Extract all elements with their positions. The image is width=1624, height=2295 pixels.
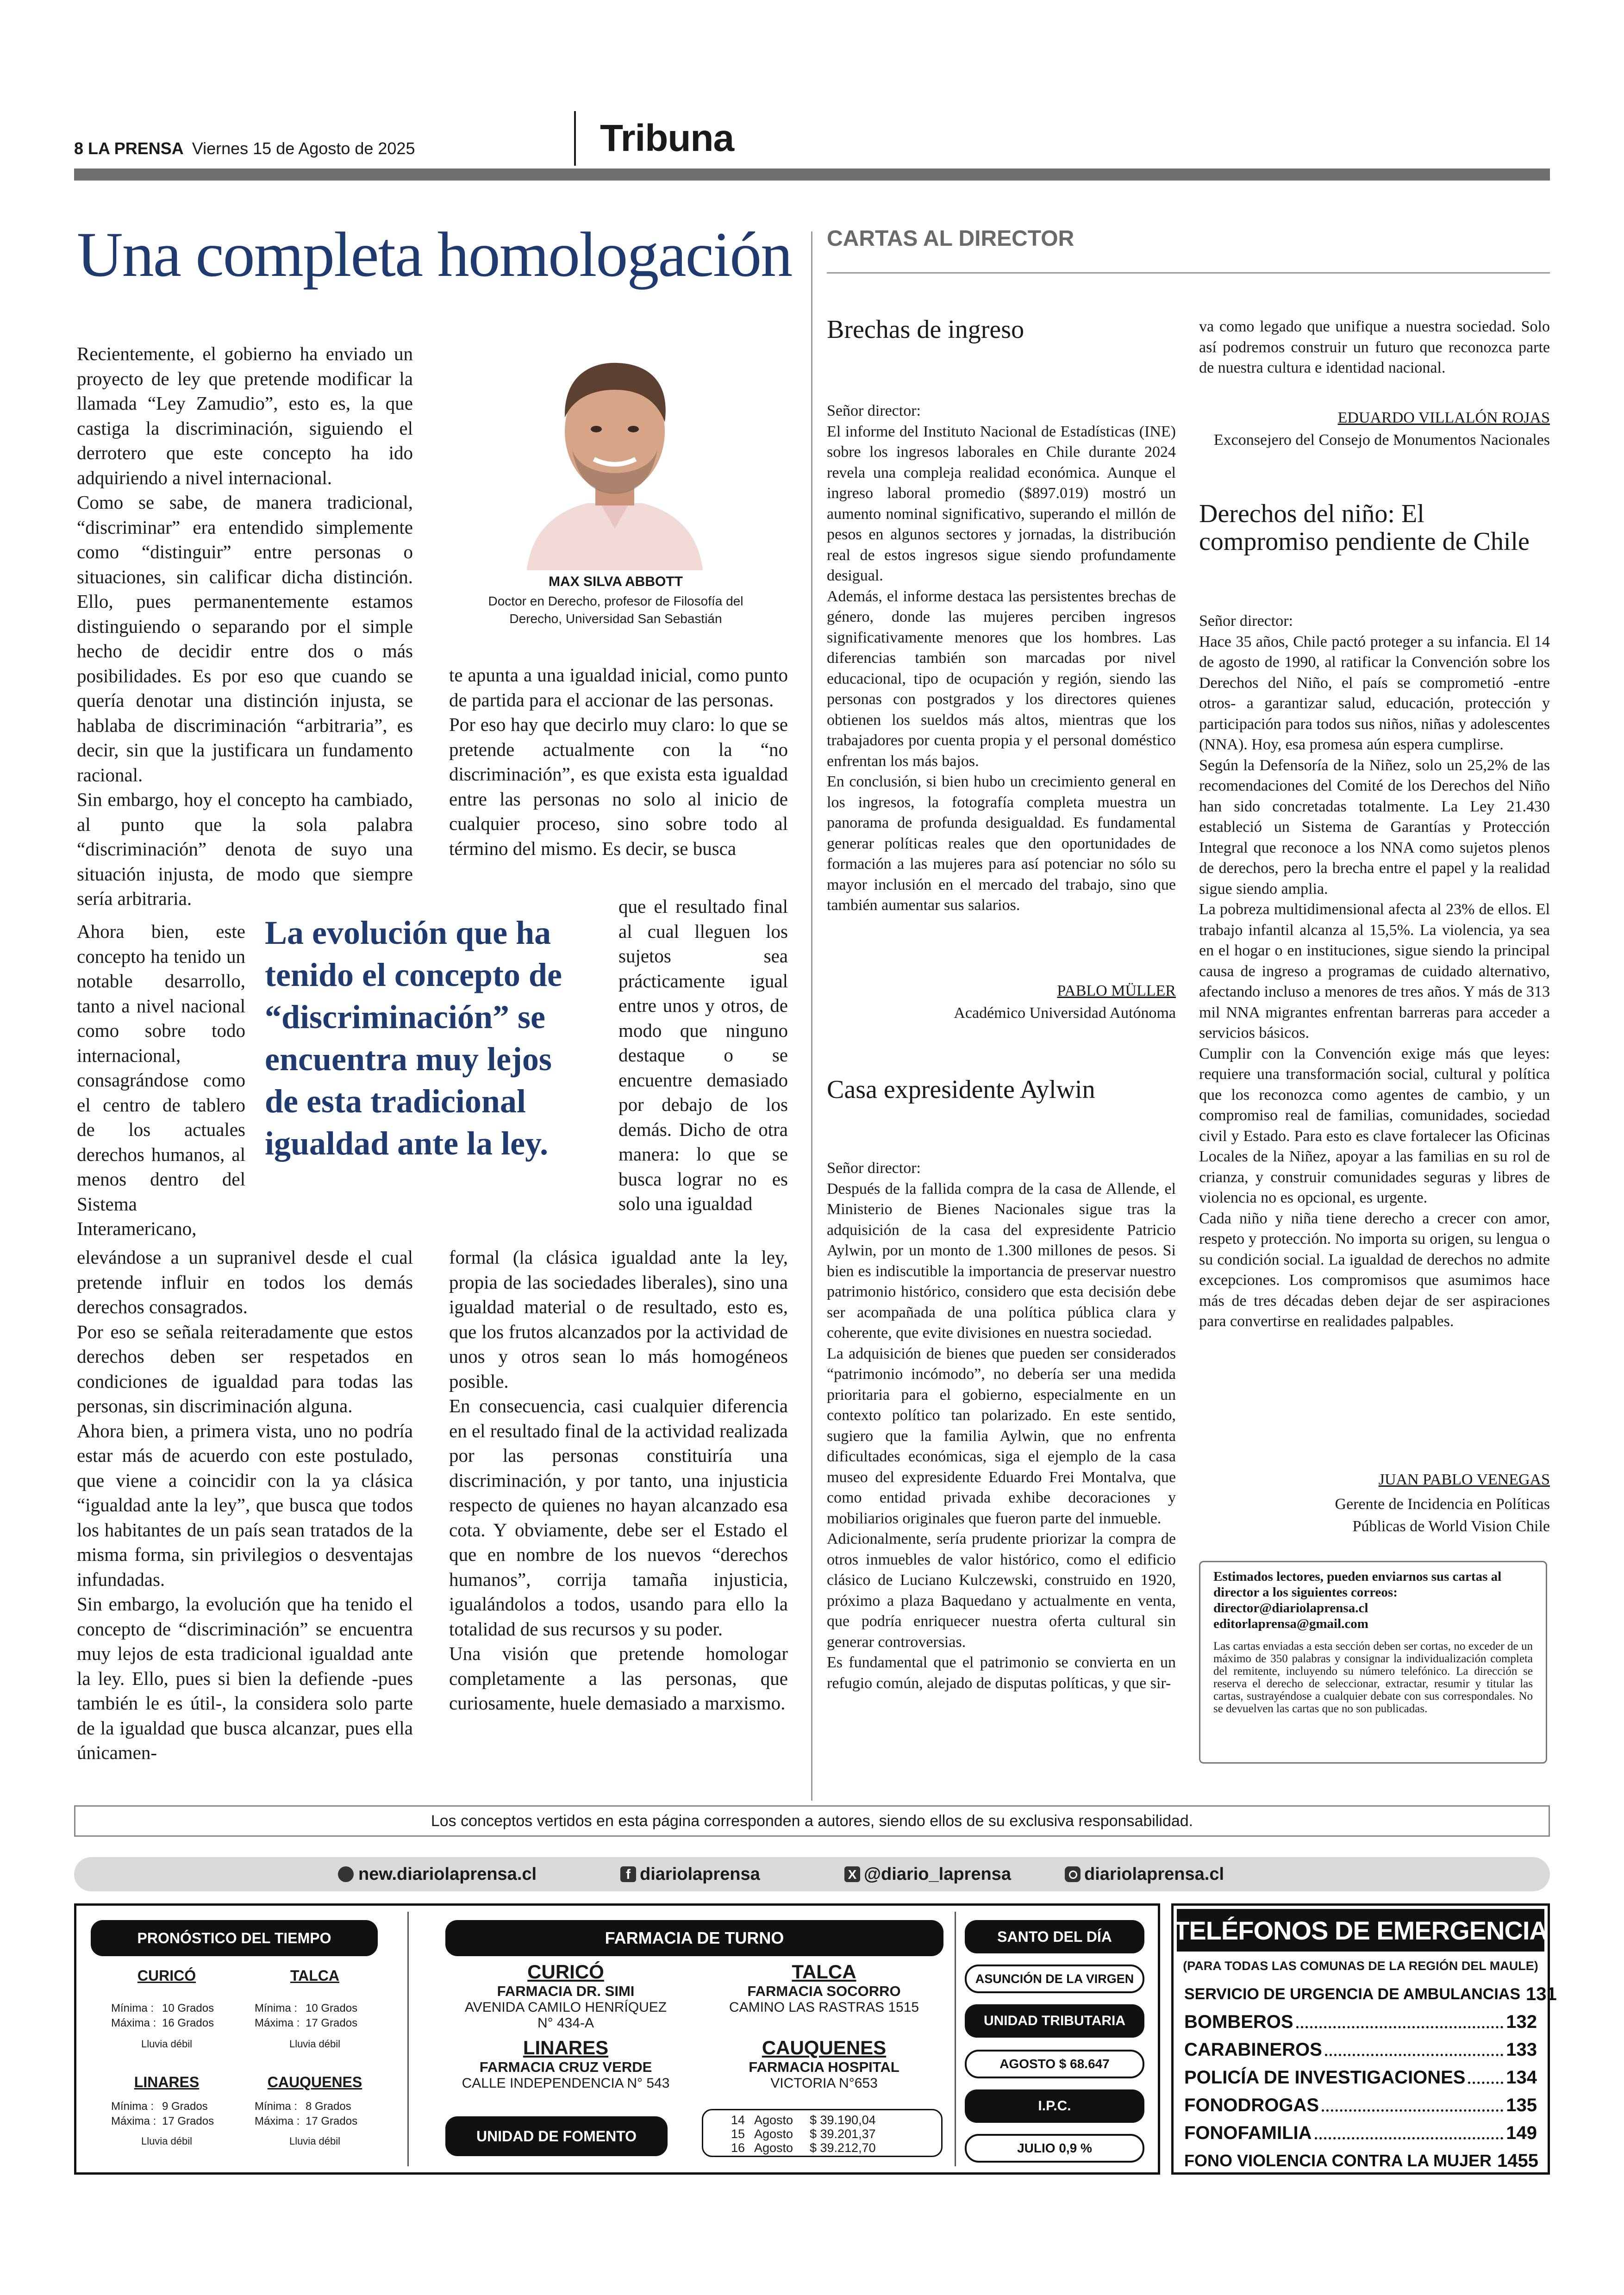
emergency-title [1174,1909,1548,1952]
pharmacy-entry [704,2037,944,2091]
pharmacy-title: FARMACIA DE TURNO [445,1920,943,1956]
pharmacy-city: LINARES [523,2037,609,2058]
social-web[interactable] [338,1865,537,1884]
header-bar [74,168,1550,181]
letter-signer: EDUARDO VILLALÓN ROJAS [1337,409,1550,426]
letter-title-line: Derechos del niño: El [1199,499,1424,528]
pharmacy-entry [445,1961,686,2031]
article-paragraph: Por eso hay que decirlo muy claro: lo que se pretende actualmente con la “no discriminación”, es que exista esta igualdad entre las personas no solo al inicio de cualquier proceso, sino sobre todo al término del mismo. Es decir, se busca [449,714,788,859]
author-title-line: Doctor en Derecho, profesor de Filosofía del [488,594,743,608]
letter-paragraph: Según la Defensoría de la Niñez, solo un 25,2% de las recomendaciones del Comité de los Derechos del Niño han sido concretadas totalmente. La Ley 21.430 estableció un Sistema de Garantías y Protección Integral que reconoce a los NNA como sujetos plenos de derechos, pero la brecha entre el papel y la realidad sigue siendo amplia. [1199,756,1550,898]
uf-value: $ 39.190,04 [810,2113,876,2127]
letter-signer-title: Exconsejero del Consejo de Monumentos Nacionales [1213,431,1550,449]
weather-city-name: CURICÓ [137,1967,196,1984]
letter-title-line: compromiso pendiente de Chile [1199,527,1530,556]
article-col2-top [449,663,788,861]
emergency-number[interactable]: 133 [1506,2039,1537,2060]
weather-max-label: Máxima : [111,2115,156,2127]
author-name: MAX SILVA ABBOTT [549,574,683,589]
weather-city [97,1967,236,2050]
notice-email[interactable]: director@diariolaprensa.cl [1213,1601,1368,1615]
emergency-row [1184,1980,1557,2008]
social-instagram[interactable] [1065,1865,1224,1884]
article-col2-narrow [618,894,788,1216]
pull-quote: La evolución que ha tenido el concepto de “discriminación” se encuentra muy lejos de esta tradicional igualdad ante la ley. [265,914,562,1162]
disclaimer-text: Los conceptos vertidos en esta página corresponden a autores, siendo ellos de su exclusiva responsabilidad. [431,1812,1193,1830]
pharmacy-entry [704,1961,944,2015]
paper-name: LA PRENSA [88,139,184,158]
weather-max-label: Máxima : [111,2017,156,2029]
weather-max-value: 17 Grados [162,2115,214,2127]
weather-min-label: Mínima : [111,2002,154,2014]
uf-value: $ 39.212,70 [810,2141,876,2155]
letter-paragraph: Hace 35 años, Chile pactó proteger a su infancia. El 14 de agosto de 1990, al ratificar la Convención sobre los Derechos del Niño, el país se comprometió -entre otros- a garantizar salud, educación, protección y participación para todos sus niños, niñas y adolescentes (NNA). Hoy, esa promesa aún espera cumplirse. [1199,633,1550,753]
weather-desc: Lluvia débil [141,2038,193,2050]
letter-paragraph: La adquisición de bienes que pueden ser considerados “patrimonio incómodo”, no debería ser una medida prioritaria para el gobierno, especialmente en un contexto político tan polarizado. En este sentido, sugiero que la familia Aylwin, que no enfrenta dificultades económicas, siga el ejemplo de la casa museo del expresidente Eduardo Frei Montalva, que como entidad privada exhibe decoraciones y mobiliarios originales que fueron parte del inmueble. [827,1345,1176,1527]
emergency-row [1184,2091,1537,2119]
article-paragraph: elevándose a un supranivel desde el cual pretende influir en todos los demás derechos consagrados. [77,1247,413,1317]
emergency-row [1184,2064,1537,2091]
emergency-name: POLICÍA DE INVESTIGACIONES [1184,2067,1466,2088]
uf-row [731,2141,913,2155]
weather-min [111,2001,236,2016]
notice-heading [1213,1569,1533,1632]
disclaimer-box [74,1805,1550,1837]
emergency-name: FONO VIOLENCIA CONTRA LA MUJER [1184,2151,1492,2170]
letters-section-title: CARTAS AL DIRECTOR [827,226,1074,251]
utm-label: UNIDAD TRIBUTARIA [965,2004,1144,2038]
ipc-value: JULIO 0,9 % [965,2134,1144,2163]
letter-body [827,1158,1176,1694]
letter-signer-title-line: Públicas de World Vision Chile [1352,1518,1550,1535]
article-paragraph: Ahora bien, a primera vista, uno no podría estar más de acuerdo con este postulado, que viene a coincidir con la ya clásica “igualdad ante la ley”, que busca que todos los habitantes de un país sean tratados de la misma forma, sin privilegios o desventajas infundadas. [77,1420,413,1590]
x-icon: X [844,1866,860,1882]
weather-city-name: CAUQUENES [267,2074,362,2090]
weather-max-value: 17 Grados [306,2115,358,2127]
letter-paragraph: Cada niño y niña tiene derecho a crecer con amor, respeto y protección. No importa su origen, su lengua o su condición social. La igualdad de derechos no admite excepciones. Los compromisos que asumimos hace más de tres décadas deben dejar de ser aspiraciones para convertirse en realidades palpables. [1199,1210,1550,1330]
author-title [472,592,759,628]
pharmacy-name: FARMACIA DR. SIMI [497,1983,635,1999]
uf-month: Agosto [754,2141,793,2155]
weather-max-value: 16 Grados [162,2017,214,2029]
emergency-row [1184,2036,1537,2064]
weather-min [255,2099,384,2114]
letter-title: Brechas de ingreso [827,315,1024,344]
weather-city-name: LINARES [134,2074,200,2090]
social-x-text: @diario_laprensa [864,1864,1011,1884]
letter-paragraph: Es fundamental que el patrimonio se convierta en un refugio común, alejado de disputas políticas, y que sir- [827,1654,1176,1692]
article-col1-bottom [77,1245,413,1765]
letter-paragraph: En conclusión, si bien hubo un crecimiento general en los ingresos, la fotografía completa muestra un panorama de profunda desigualdad. Es fundamental generar políticas reales que den oportunidades de formación a las mujeres para así potenciar no sólo su mayor inclusión en el mercado del trabajo, sino que también aumentar sus salarios. [827,773,1176,914]
emergency-row [1184,2147,1537,2175]
santo-name: ASUNCIÓN DE LA VIRGEN [965,1964,1144,1993]
pharmacy-city: CURICÓ [527,1961,604,1983]
weather-desc: Lluvia débil [289,2135,341,2147]
letter-paragraph: Adicionalmente, sería prudente priorizar la compra de otros inmuebles de valor histórico, como el edificio clásico de Luciano Kulczewski, construido en 1920, próximo a plaza Baquedano y actualmente en venta, que podría enriquecer nuestra oferta cultural sin generar controversias. [827,1530,1176,1651]
article-paragraph: Por eso se señala reiteradamente que estos derechos deben ser respetados en condiciones de igualdad para todas las personas, sin discriminación alguna. [77,1321,413,1416]
weather-city-name: TALCA [290,1967,340,1984]
uf-day: 15 [731,2127,745,2141]
uf-day: 14 [731,2113,745,2127]
weather-city [97,2074,236,2147]
letters-notice-box [1199,1561,1547,1764]
letter-title: Casa expresidente Aylwin [827,1075,1095,1104]
pharmacy-address: CAMINO LAS RASTRAS 1515 [729,2000,919,2015]
weather-max [111,2114,236,2129]
letter-title [1199,500,1550,555]
uf-row [731,2113,913,2127]
facebook-icon: f [620,1866,636,1882]
weather-min [111,2099,236,2114]
weather-min-value: 10 Grados [306,2002,358,2014]
section-title: Tribuna [600,117,734,159]
letter-paragraph: va como legado que unifique a nuestra sociedad. Solo así podremos construir un futuro que reconozca parte de nuestra cultura e identidad nacional. [1199,318,1550,376]
letters-title-rule [827,272,1550,274]
article-col1-narrow [77,919,245,1241]
letter-signer-title [1199,1493,1550,1538]
uf-day: 16 [731,2141,745,2155]
emergency-name: CARABINEROS [1184,2039,1322,2060]
pharmacy-address: CALLE INDEPENDENCIA N° 543 [462,2076,670,2091]
globe-icon [338,1866,354,1882]
article-paragraph: Una visión que pretende homologar completamente a las personas, que curiosamente, huele demasiado a marxismo. [449,1643,788,1714]
ipc-label: I.P.C. [965,2089,1144,2123]
notice-heading-line: Estimados lectores, pueden enviarnos sus cartas al [1213,1569,1502,1584]
weather-desc: Lluvia débil [289,2038,341,2050]
weather-max-label: Máxima : [255,2115,300,2127]
weather-city [245,2074,384,2147]
article-col2-bottom [449,1245,788,1716]
article-paragraph: Recientemente, el gobierno ha enviado un proyecto de ley que pretende modificar la llamada “Ley Zamudio”, esto es, la que castiga la discriminación, siguiendo el derrotero que este concepto ha ido adquiriendo a nivel internacional. [77,343,413,488]
weather-min-value: 9 Grados [162,2100,208,2113]
article-paragraph: Sin embargo, hoy el concepto ha cambiado, al punto que la sola palabra “discriminación” denota de suyo una situación injusta, de modo que siempre sería arbitraria. [77,789,413,909]
emergency-name: SERVICIO DE URGENCIA DE AMBULANCIAS [1184,1985,1521,2003]
article-col1-top [77,342,413,911]
letter-signer: JUAN PABLO VENEGAS [1378,1471,1550,1488]
emergency-subtitle: (PARA TODAS LAS COMUNAS DE LA REGIÓN DEL MAULE) [1183,1959,1538,1973]
weather-min-label: Mínima : [111,2100,154,2113]
article-paragraph: que el resultado final al cual lleguen los sujetos sea prácticamente igual entre unos y otros, de modo que ninguno destaque o se encuentre demasiado por debajo de los demás. Dicho de otra manera: lo que se busca lograr no es solo una igualdad [618,896,788,1214]
uf-table [702,2109,943,2157]
letter-salutation: Señor director: [827,402,921,419]
social-facebook-text: diariolaprensa [640,1864,760,1884]
weather-min-value: 10 Grados [162,2002,214,2014]
weather-min [255,2001,384,2016]
letter-signer: PABLO MÜLLER [1057,982,1176,999]
article-paragraph: Sin embargo, la evolución que ha tenido el concepto de “discriminación” se encuentra muy lejos de esta tradicional igualdad ante la ley. Ello, pues si bien la defiende -pues también le es útil-, la considera solo parte de la igualdad que busca alcanzar, pues ella únicamen- [77,1593,413,1763]
emergency-list [1184,1980,1557,2175]
letter-salutation: Señor director: [1199,612,1293,630]
emergency-number[interactable]: 132 [1506,2012,1537,2032]
weather-title: PRONÓSTICO DEL TIEMPO [91,1920,378,1956]
emergency-title-text: TELÉFONOS DE EMERGENCIA [1174,1915,1548,1945]
page-number: 8 [74,139,84,158]
article-headline: Una completa homologación [77,219,792,290]
pharmacy-city: CAUQUENES [762,2037,887,2058]
weather-max-label: Máxima : [255,2017,300,2029]
notice-heading-line: director a los siguientes correos: [1213,1585,1398,1600]
uf-row [731,2127,913,2141]
social-instagram-text: diariolaprensa.cl [1084,1864,1224,1884]
weather-city [245,1967,384,2050]
pharmacy-city: TALCA [792,1961,856,1983]
emergency-number[interactable]: 149 [1506,2123,1537,2143]
article-paragraph: Como se sabe, de manera tradicional, “discriminar” era entendido simplemente como “distinguir” entre personas o situaciones, sin calificar dicha distinción. Ello, pues permanentemente estamos distinguiendo o separando por el simple hecho de decidir entre dos o más posibilidades. Es por eso que cuando se quería denotar una distinción injusta, se hablaba de discriminación “arbitraria”, es decir, sin que la justificara un fundamento racional. [77,492,413,786]
weather-max [255,2016,384,2031]
letter-body [827,401,1176,916]
letter-salutation: Señor director: [827,1160,921,1177]
pharmacy-name: FARMACIA CRUZ VERDE [479,2059,652,2075]
article-paragraph: En consecuencia, casi cualquier diferencia en el resultado final de la actividad realizada por las personas constituiría una discriminación, y por tanto, una injusticia respecto de quienes no hayan alcanzado esa cota. Y obviamente, debe ser el Estado el que en nombre de los nuevos “derechos humanos”, corrija tamaña injusticia, igualándolos a todos, usando para ello la totalidad de sus recursos y su poder. [449,1395,788,1640]
article-paragraph: te apunta a una igualdad inicial, como punto de partida para el accionar de las personas. [449,664,788,711]
pharmacy-address: AVENIDA CAMILO HENRÍQUEZ [464,2000,667,2015]
letter-signer-title: Académico Universidad Autónoma [954,1004,1176,1022]
letter-paragraph: Cumplir con la Convención exige más que leyes: requiere una transformación social, cultural y política que los reconozca como agentes de cambio, y un compromiso real de familias, comunidades, sociedad civil y Estado. Para esto es clave fortalecer las Oficinas Locales de la Niñez, apoyar a las familias en su rol de crianza, y construir comunidades seguras y libres de violencia no es opcional, es urgente. [1199,1045,1550,1206]
uf-month: Agosto [754,2113,793,2127]
santo-title: SANTO DEL DÍA [965,1920,1144,1953]
letter-paragraph: El informe del Instituto Nacional de Estadísticas (INE) sobre los ingresos laborales en Chile durante 2024 revela una compleja realidad económica. Aunque el ingreso laboral promedio ($897.019) mostró un aumento nominal significativo, superando el millón de pesos en algunos sectores y jornadas, la distribución real de estos ingresos sigue siendo profundamente desigual. [827,423,1176,584]
emergency-number[interactable]: 135 [1506,2095,1537,2115]
pharmacy-address: VICTORIA N°653 [770,2076,878,2091]
social-web-text: new.diariolaprensa.cl [358,1864,537,1884]
emergency-number[interactable]: 134 [1506,2067,1537,2088]
weather-max [111,2016,236,2031]
letters-divider [811,231,812,1801]
weather-max-value: 17 Grados [306,2017,358,2029]
pharmacy-entry [445,2037,686,2091]
uf-month: Agosto [754,2127,793,2141]
emergency-row [1184,2119,1537,2147]
notice-email[interactable]: editorlaprensa@gmail.com [1213,1616,1368,1631]
letter-body [1199,611,1550,1332]
weather-min-value: 8 Grados [306,2100,351,2113]
uf-value: $ 39.201,37 [810,2127,876,2141]
weather-desc: Lluvia débil [141,2135,193,2147]
emergency-number[interactable]: 131 [1526,1984,1557,2004]
pharmacy-name: FARMACIA HOSPITAL [749,2059,899,2075]
social-bar [74,1857,1550,1891]
emergency-name: FONODROGAS [1184,2095,1319,2115]
weather-min-label: Mínima : [255,2100,298,2113]
social-facebook[interactable] [620,1865,760,1884]
emergency-row [1184,2008,1537,2036]
weather-divider [407,1912,409,2166]
emergency-name: BOMBEROS [1184,2012,1293,2032]
pharmacy-address: N° 434-A [537,2015,594,2031]
weather-min-label: Mínima : [255,2002,298,2014]
notice-body: Las cartas enviadas a esta sección deben ser cortas, no exceder de un máximo de 350 palabras y consignar la individualización completa del remitente, incluyendo su número telefónico. La dirección se reserva el derecho de seleccionar, extractar, resumir y titular las cartas, sustrayéndose a cualquier debate con sus correspondales. No se devuelven las cartas que no son publicadas. [1213,1640,1533,1715]
header-divider [574,111,576,166]
pharmacy-divider [955,1912,956,2166]
instagram-icon [1065,1866,1081,1882]
pharmacy-name: FARMACIA SOCORRO [747,1983,901,1999]
fomento-label: UNIDAD DE FOMENTO [445,2116,668,2156]
weather-max [255,2114,384,2129]
letter-paragraph: La pobreza multidimensional afecta al 23% de ellos. El trabajo infantil alcanza al 15,5%. La violencia, ya sea en el hogar o en instituciones, sigue siendo la principal causa de ingreso a programas de cuidado alternativo, afectando incluso a menores de tres años. Y más de 313 mil NNA migrantes enfrentan barreras para acceder a servicios básicos. [1199,901,1550,1041]
letter-paragraph: Después de la fallida compra de la casa de Allende, el Ministerio de Bienes Nacionales sigue tras la adquisición de la casa del expresidente Patricio Aylwin, por un monto de 1.300 millones de pesos. Si bien es indiscutible la importancia de preservar nuestro patrimonio histórico, considero que esta decisión debe ser acompañada de una política pública clara y coherente, que evite divisiones en nuestra sociedad. [827,1180,1176,1341]
article-paragraph: formal (la clásica igualdad ante la ley, propia de las sociedades liberales), sino una igualdad material o de resultado, esto es, que los frutos alcanzados por la actividad de unos y otros sean lo más homogéneos posible. [449,1247,788,1392]
page-header [74,139,565,160]
letter-signer-title-line: Gerente de Incidencia en Políticas [1335,1496,1550,1513]
issue-date: Viernes 15 de Agosto de 2025 [192,139,415,158]
emergency-name: FONOFAMILIA [1184,2123,1312,2143]
letter-continuation [1199,317,1550,379]
emergency-number[interactable]: 1455 [1497,2151,1538,2171]
author-photo [518,343,712,570]
social-x[interactable] [844,1865,1011,1884]
letter-paragraph: Además, el informe destaca las persistentes brechas de género, donde las mujeres perciben ingresos significativamente menores que los hombres. Las diferencias también son marcadas por nivel educacional, tipo de ocupación y región, siendo las personas con postgrados y los directores quienes obtienen los sueldos más altos, mientras que los trabajadores por cuenta propia y el personal doméstico enfrentan los más bajos. [827,587,1176,770]
utm-value: AGOSTO $ 68.647 [965,2050,1144,2078]
author-title-line: Derecho, Universidad San Sebastián [509,611,722,626]
article-paragraph: Ahora bien, este concepto ha tenido un notable desarrollo, tanto a nivel nacional como sobre todo internacional, consagrándose como el centro de tablero de los actuales derechos humanos, al menos dentro del Sistema Interamericano, [77,921,245,1239]
